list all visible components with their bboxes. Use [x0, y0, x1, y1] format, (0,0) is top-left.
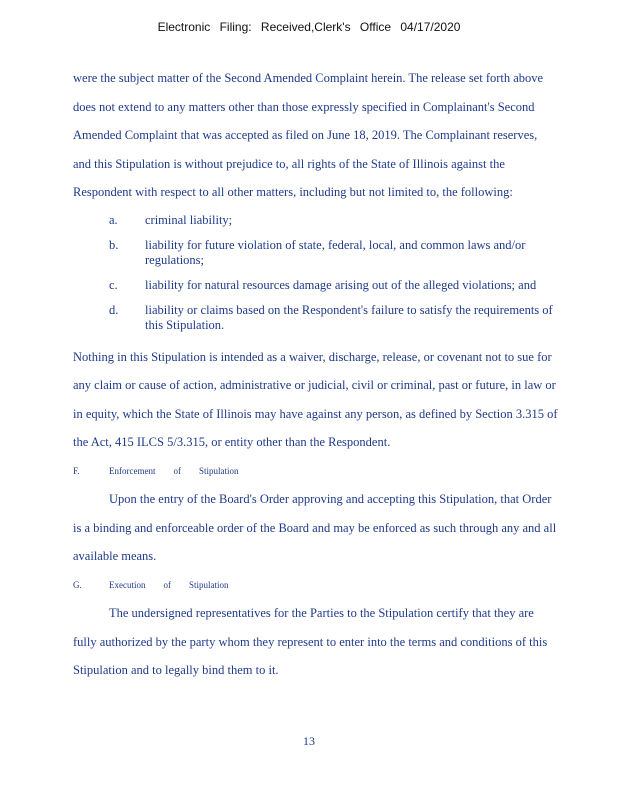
section-title-word: Execution — [109, 579, 146, 590]
page-number: 13 — [303, 734, 315, 748]
list-item — [73, 213, 595, 228]
text-line: fully authorized by the party whom they represent to enter into the terms and conditions of this — [73, 634, 548, 649]
text-line: the Act, 415 ILCS 5/3.315, or entity other than the Respondent. — [73, 435, 391, 449]
list-marker: b. — [109, 237, 119, 252]
text-line: does not extend to any matters other than those expressly specified in Complainant's Second — [73, 99, 535, 114]
section-title-word: Stipulation — [198, 465, 239, 476]
text-line: were the subject matter of the Second Amended Complaint herein. The release set forth above — [73, 71, 544, 85]
reserved-matters-list — [73, 213, 595, 333]
text-line: in equity, which the State of Illinois may have against any person, as defined by Section 3.315 of — [73, 406, 558, 421]
text-line: Upon the entry of the Board's Order approving and accepting this Stipulation, that Order — [109, 492, 552, 506]
paragraph-no-waiver — [73, 343, 595, 457]
list-item — [73, 238, 595, 268]
section-title-word: Enforcement — [109, 465, 156, 476]
paragraph-enforcement — [73, 485, 595, 571]
text-line: The undersigned representatives for the Parties to the Stipulation certify that they are — [109, 606, 534, 620]
text-line: and this Stipulation is without prejudice to, all rights of the State of Illinois against the — [73, 156, 505, 171]
document-page — [73, 64, 595, 685]
list-item-text: liability for natural resources damage arising out of the alleged violations; and — [145, 277, 537, 292]
list-item-text: liability or claims based on the Respondent's failure to satisfy the requirements of this Stipulation. — [145, 302, 553, 332]
section-title-word: of — [163, 579, 171, 590]
section-letter: G. — [73, 579, 82, 590]
text-line: is a binding and enforceable order of the Board and may be enforced as such through any and all — [73, 520, 557, 535]
section-title-word: of — [173, 465, 181, 476]
text-line: Nothing in this Stipulation is intended as a waiver, discharge, release, or covenant not to sue for — [73, 349, 552, 364]
text-line: Stipulation and to legally bind them to it. — [73, 663, 279, 677]
list-item — [73, 278, 595, 293]
electronic-filing-header: Electronic Filing: Received,Clerk's Office 04/17/2020 — [157, 20, 461, 34]
section-heading-enforcement — [73, 457, 595, 486]
list-marker: d. — [109, 302, 119, 317]
text-line: Amended Complaint that was accepted as filed on June 18, 2019. The Complainant reserves, — [73, 128, 538, 142]
paragraph-release-scope — [73, 64, 595, 207]
list-marker: a. — [109, 212, 118, 227]
list-item-text: liability for future violation of state, federal, local, and common laws and/or regulations; — [145, 237, 526, 267]
text-line: available means. — [73, 549, 157, 563]
text-line: Respondent with respect to all other matters, including but not limited to, the following: — [73, 185, 513, 199]
section-letter: F. — [73, 465, 80, 476]
text-line: any claim or cause of action, administrative or judicial, civil or criminal, past or future, in law or — [73, 378, 556, 392]
list-item-text: criminal liability; — [145, 212, 233, 227]
list-marker: c. — [109, 277, 118, 292]
section-title-word: Stipulation — [189, 579, 229, 590]
paragraph-execution — [73, 599, 595, 685]
list-item — [73, 303, 595, 333]
section-heading-execution — [73, 571, 595, 600]
